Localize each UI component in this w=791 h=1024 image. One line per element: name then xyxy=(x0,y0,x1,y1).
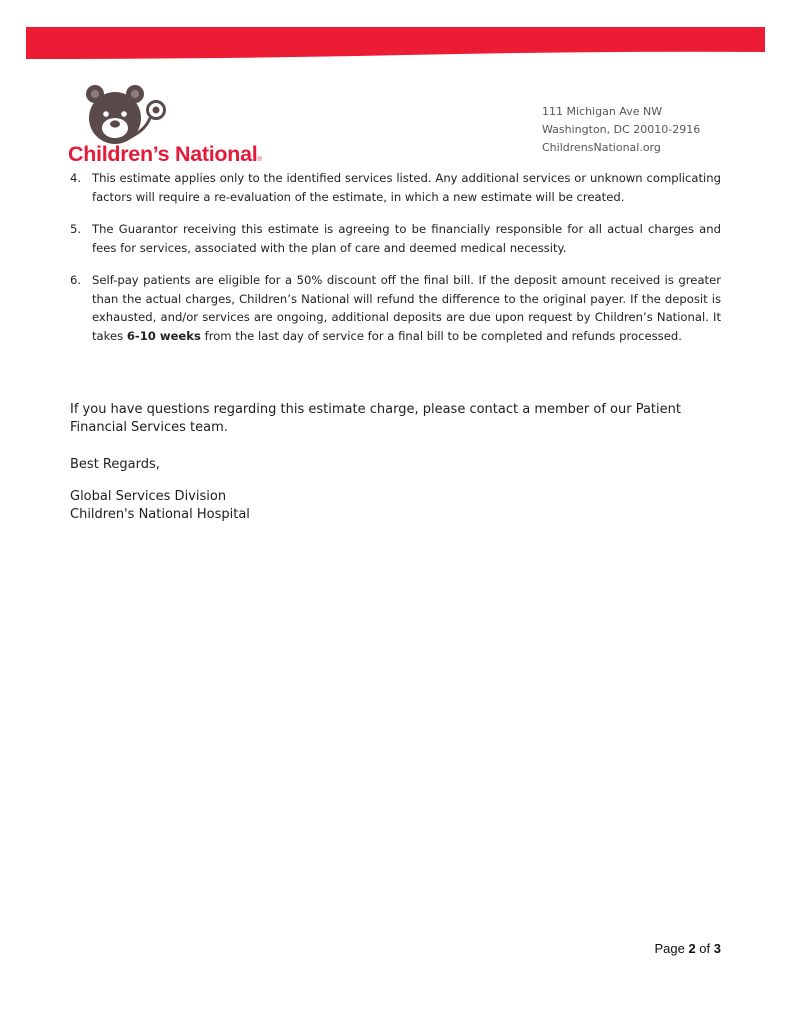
page-label: Page xyxy=(654,941,685,956)
term-item xyxy=(70,271,721,347)
teddy-bear-stethoscope-icon xyxy=(78,84,168,146)
current-page: 2 xyxy=(688,941,696,956)
signature-organization: Children's National Hospital xyxy=(70,507,250,522)
refund-timeframe: 6-10 weeks xyxy=(126,329,201,344)
address-website: ChildrensNational.org xyxy=(542,141,661,154)
closing-line: Best Regards, xyxy=(70,457,160,472)
term-text xyxy=(92,273,721,344)
address-street: 111 Michigan Ave NW xyxy=(542,105,663,118)
term-number: 6. xyxy=(70,272,82,287)
term-item xyxy=(70,169,721,207)
total-pages: 3 xyxy=(713,941,721,956)
terms-list xyxy=(70,169,721,346)
term-text: This estimate applies only to the identified services listed. Any additional services or unknown complicating factors will require a re-evaluation of the estimate, in which a new estimate will be created. xyxy=(92,171,721,204)
page-number xyxy=(654,941,721,956)
childrens-national-logo xyxy=(68,84,288,170)
registered-mark: ® xyxy=(257,157,262,163)
term-number: 4. xyxy=(70,171,82,185)
term-text-start: Self-pay patients are eligible for a 50% discount off the final bill. If the deposit amount received is greater than the actual charges, Children’s National will refund the difference to the original payer. If the deposit is exhausted, and/or services are ongoing, additional deposits are due upon request by Children’s National. It takes xyxy=(92,272,721,344)
term-text: The Guarantor receiving this estimate is agreeing to be financially responsible for all actual charges and fees for services, associated with the plan of care and deemed medical necessity. xyxy=(92,221,721,255)
term-text-end: from the last day of service for a final bill to be completed and refunds processed. xyxy=(200,329,682,344)
of-label: of xyxy=(699,941,711,956)
header-banner xyxy=(26,27,765,59)
term-number: 5. xyxy=(70,221,82,236)
questions-paragraph: If you have questions regarding this estimate charge, please contact a member of our Patient Financial Services team. xyxy=(70,402,681,435)
term-item xyxy=(70,220,721,258)
signature-division: Global Services Division xyxy=(70,489,227,504)
logo-name: Children’s National xyxy=(68,142,258,166)
address-city: Washington, DC 20010-2916 xyxy=(542,123,701,136)
logo-wordmark xyxy=(68,142,262,167)
address-block xyxy=(542,103,700,157)
signature-block xyxy=(70,488,721,524)
